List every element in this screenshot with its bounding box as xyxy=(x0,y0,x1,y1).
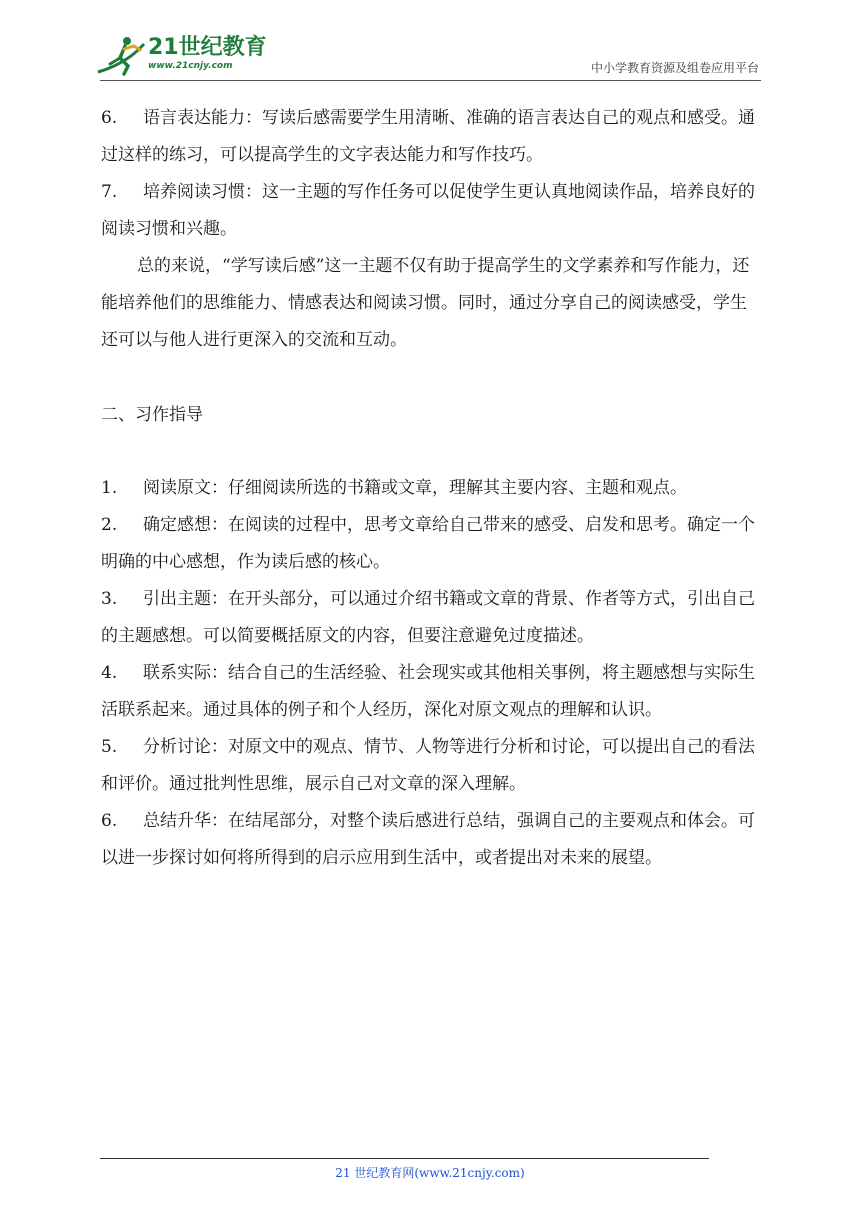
list-item xyxy=(101,470,761,507)
item-text: 联系实际：结合自己的生活经验、社会现实或其他相关事例，将主题感想与实际生活联系起来。通过具体的例子和个人经历，深化对原文观点的理解和认识。 xyxy=(101,663,755,720)
item-number: 6. xyxy=(101,108,118,128)
item-text: 语言表达能力：写读后感需要学生用清晰、准确的语言表达自己的观点和感受。通过这样的练习，可以提高学生的文字表达能力和写作技巧。 xyxy=(101,108,755,165)
list-item xyxy=(101,803,761,877)
item-number: 4. xyxy=(101,663,118,683)
summary-paragraph: 总的来说，“学写读后感”这一主题不仅有助于提高学生的文学素养和写作能力，还能培养他们的思维能力、情感表达和阅读习惯。同时，通过分享自己的阅读感受，学生还可以与他人进行更深入的交流和互动。 xyxy=(101,256,750,350)
section-heading: 二、习作指导 xyxy=(101,405,203,425)
item-number: 6. xyxy=(101,811,118,831)
footer-divider xyxy=(100,1158,709,1159)
item-number: 5. xyxy=(101,737,118,757)
page-header xyxy=(0,0,860,90)
document-body xyxy=(101,100,761,877)
list-item xyxy=(101,655,761,729)
spacer xyxy=(101,434,761,470)
item-text: 培养阅读习惯：这一主题的写作任务可以促使学生更认真地阅读作品，培养良好的阅读习惯和兴趣。 xyxy=(101,182,755,239)
item-number: 2. xyxy=(101,515,118,535)
item-text: 分析讨论：对原文中的观点、情节、人物等进行分析和讨论，可以提出自己的看法和评价。通过批判性思维，展示自己对文章的深入理解。 xyxy=(101,737,755,794)
list-item xyxy=(101,100,761,174)
list-item xyxy=(101,581,761,655)
item-number: 7. xyxy=(101,182,118,202)
spacer xyxy=(101,359,761,397)
list-item xyxy=(101,729,761,803)
item-text: 引出主题：在开头部分，可以通过介绍书籍或文章的背景、作者等方式，引出自己的主题感想。可以简要概括原文的内容，但要注意避免过度描述。 xyxy=(101,589,755,646)
item-text: 确定感想：在阅读的过程中，思考文章给自己带来的感受、启发和思考。确定一个明确的中心感想，作为读后感的核心。 xyxy=(101,515,755,572)
item-number: 1. xyxy=(101,478,118,498)
list-item xyxy=(101,507,761,581)
item-text: 总结升华：在结尾部分，对整个读后感进行总结，强调自己的主要观点和体会。可以进一步探讨如何将所得到的启示应用到生活中，或者提出对未来的展望。 xyxy=(101,811,755,868)
list-item xyxy=(101,174,761,248)
item-text: 阅读原文：仔细阅读所选的书籍或文章，理解其主要内容、主题和观点。 xyxy=(143,478,687,498)
item-number: 3. xyxy=(101,589,118,609)
footer-text: 21 世纪教育网(www.21cnjy.com) xyxy=(335,1166,525,1180)
logo-text: 21世纪教育 xyxy=(148,35,267,60)
logo-url: www.21cnjy.com xyxy=(148,61,233,71)
platform-label: 中小学教育资源及组卷应用平台 xyxy=(590,61,759,75)
header-divider xyxy=(100,80,761,81)
